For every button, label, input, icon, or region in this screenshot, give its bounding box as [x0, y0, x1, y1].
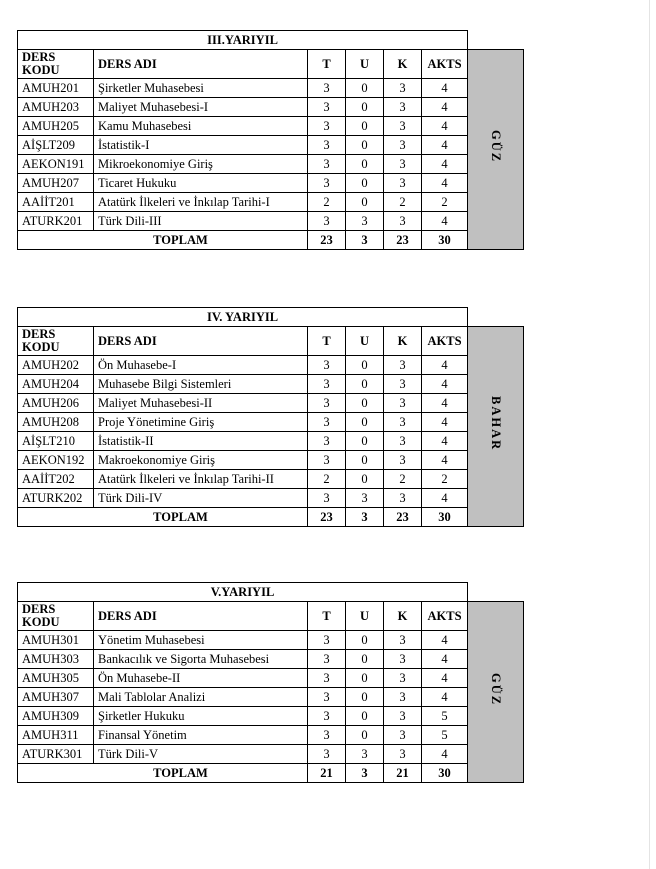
- course-akts: 2: [422, 193, 468, 212]
- semester-title: III.YARIYIL: [18, 31, 468, 50]
- course-row: [18, 669, 524, 688]
- course-code: ATURK201: [18, 212, 94, 231]
- course-k: 3: [384, 745, 422, 764]
- header-ders-kodu: [18, 327, 94, 356]
- course-u: 3: [346, 212, 384, 231]
- course-t: 3: [308, 688, 346, 707]
- course-k: 3: [384, 394, 422, 413]
- course-t: 3: [308, 432, 346, 451]
- course-code: AMUH207: [18, 174, 94, 193]
- header-kodu-line1: DERS: [22, 327, 56, 341]
- course-row: [18, 470, 524, 489]
- course-code: AMUH307: [18, 688, 94, 707]
- course-name: Türk Dili-III: [94, 212, 308, 231]
- header-k: K: [384, 602, 422, 631]
- course-akts: 4: [422, 745, 468, 764]
- total-u: 3: [346, 231, 384, 250]
- course-u: 0: [346, 451, 384, 470]
- course-u: 0: [346, 98, 384, 117]
- course-k: 3: [384, 707, 422, 726]
- total-u: 3: [346, 508, 384, 527]
- total-label: TOPLAM: [18, 508, 308, 527]
- course-code: AMUH305: [18, 669, 94, 688]
- course-code: AMUH301: [18, 631, 94, 650]
- course-code: AMUH309: [18, 707, 94, 726]
- course-name: Maliyet Muhasebesi-II: [94, 394, 308, 413]
- course-akts: 4: [422, 79, 468, 98]
- course-k: 3: [384, 98, 422, 117]
- course-name: Mali Tablolar Analizi: [94, 688, 308, 707]
- course-t: 3: [308, 155, 346, 174]
- course-k: 3: [384, 631, 422, 650]
- course-row: [18, 631, 524, 650]
- semester-table-4: [17, 307, 524, 527]
- course-row: [18, 745, 524, 764]
- course-row: [18, 136, 524, 155]
- course-u: 0: [346, 650, 384, 669]
- course-u: 0: [346, 356, 384, 375]
- header-ders-adi: DERS ADI: [94, 602, 308, 631]
- course-k: 3: [384, 688, 422, 707]
- course-akts: 4: [422, 489, 468, 508]
- course-row: [18, 174, 524, 193]
- course-name: Ön Muhasebe-I: [94, 356, 308, 375]
- course-t: 3: [308, 726, 346, 745]
- course-code: ATURK202: [18, 489, 94, 508]
- course-row: [18, 79, 524, 98]
- total-u: 3: [346, 764, 384, 783]
- course-akts: 4: [422, 394, 468, 413]
- total-k: 21: [384, 764, 422, 783]
- header-t: T: [308, 50, 346, 79]
- semester-title: IV. YARIYIL: [18, 308, 468, 327]
- course-u: 0: [346, 669, 384, 688]
- course-akts: 4: [422, 155, 468, 174]
- course-code: AİŞLT209: [18, 136, 94, 155]
- semester-table-5: [17, 582, 524, 783]
- course-akts: 4: [422, 631, 468, 650]
- course-t: 3: [308, 174, 346, 193]
- header-ders-kodu: [18, 602, 94, 631]
- total-label: TOPLAM: [18, 231, 308, 250]
- course-akts: 4: [422, 174, 468, 193]
- header-kodu-line2: KODU: [22, 63, 60, 77]
- course-akts: 4: [422, 117, 468, 136]
- course-row: [18, 688, 524, 707]
- header-ders-adi: DERS ADI: [94, 327, 308, 356]
- course-name: Kamu Muhasebesi: [94, 117, 308, 136]
- course-u: 0: [346, 631, 384, 650]
- course-u: 0: [346, 688, 384, 707]
- course-k: 3: [384, 489, 422, 508]
- course-name: Yönetim Muhasebesi: [94, 631, 308, 650]
- course-u: 0: [346, 136, 384, 155]
- course-name: Makroekonomiye Giriş: [94, 451, 308, 470]
- course-akts: 2: [422, 470, 468, 489]
- course-u: 0: [346, 193, 384, 212]
- course-t: 3: [308, 745, 346, 764]
- header-akts: AKTS: [422, 327, 468, 356]
- course-k: 2: [384, 470, 422, 489]
- course-t: 3: [308, 375, 346, 394]
- course-name: Maliyet Muhasebesi-I: [94, 98, 308, 117]
- header-kodu-line2: KODU: [22, 615, 60, 629]
- course-row: [18, 726, 524, 745]
- course-t: 3: [308, 451, 346, 470]
- total-row: [18, 764, 524, 783]
- course-name: Atatürk İlkeleri ve İnkılap Tarihi-I: [94, 193, 308, 212]
- season-label: BAHAR: [489, 396, 504, 452]
- course-u: 0: [346, 470, 384, 489]
- course-name: Atatürk İlkeleri ve İnkılap Tarihi-II: [94, 470, 308, 489]
- course-akts: 5: [422, 707, 468, 726]
- course-code: AAİİT202: [18, 470, 94, 489]
- total-t: 21: [308, 764, 346, 783]
- course-code: AİŞLT210: [18, 432, 94, 451]
- course-name: Proje Yönetimine Giriş: [94, 413, 308, 432]
- course-name: Şirketler Muhasebesi: [94, 79, 308, 98]
- course-row: [18, 212, 524, 231]
- course-row: [18, 117, 524, 136]
- course-u: 0: [346, 79, 384, 98]
- header-t: T: [308, 602, 346, 631]
- course-code: AMUH311: [18, 726, 94, 745]
- page-edge-rule: [649, 0, 650, 869]
- course-u: 0: [346, 375, 384, 394]
- header-k: K: [384, 327, 422, 356]
- header-kodu-line1: DERS: [22, 602, 56, 616]
- course-name: Mikroekonomiye Giriş: [94, 155, 308, 174]
- course-code: AMUH303: [18, 650, 94, 669]
- header-kodu-line1: DERS: [22, 50, 56, 64]
- course-name: Türk Dili-IV: [94, 489, 308, 508]
- course-code: AMUH205: [18, 117, 94, 136]
- course-code: AMUH208: [18, 413, 94, 432]
- course-t: 3: [308, 669, 346, 688]
- course-t: 3: [308, 212, 346, 231]
- course-akts: 4: [422, 356, 468, 375]
- course-k: 3: [384, 79, 422, 98]
- course-u: 3: [346, 489, 384, 508]
- course-code: ATURK301: [18, 745, 94, 764]
- column-header-row: [18, 602, 524, 631]
- course-row: [18, 155, 524, 174]
- course-akts: 4: [422, 136, 468, 155]
- course-akts: 4: [422, 98, 468, 117]
- course-code: AEKON192: [18, 451, 94, 470]
- header-t: T: [308, 327, 346, 356]
- course-k: 3: [384, 375, 422, 394]
- semester-table-3: [17, 30, 524, 250]
- semester-title: V.YARIYIL: [18, 583, 468, 602]
- course-k: 3: [384, 117, 422, 136]
- total-label: TOPLAM: [18, 764, 308, 783]
- course-code: AMUH203: [18, 98, 94, 117]
- course-name: Türk Dili-V: [94, 745, 308, 764]
- course-name: Ön Muhasebe-II: [94, 669, 308, 688]
- course-u: 0: [346, 413, 384, 432]
- course-u: 3: [346, 745, 384, 764]
- course-row: [18, 98, 524, 117]
- course-t: 3: [308, 489, 346, 508]
- course-k: 2: [384, 193, 422, 212]
- total-k: 23: [384, 231, 422, 250]
- course-t: 3: [308, 631, 346, 650]
- course-k: 3: [384, 669, 422, 688]
- header-akts: AKTS: [422, 602, 468, 631]
- course-k: 3: [384, 212, 422, 231]
- course-k: 3: [384, 726, 422, 745]
- course-k: 3: [384, 650, 422, 669]
- course-t: 3: [308, 356, 346, 375]
- total-akts: 30: [422, 508, 468, 527]
- season-cell: [468, 602, 524, 783]
- course-code: AEKON191: [18, 155, 94, 174]
- course-akts: 4: [422, 688, 468, 707]
- course-t: 3: [308, 117, 346, 136]
- course-t: 3: [308, 707, 346, 726]
- course-u: 0: [346, 707, 384, 726]
- course-row: [18, 707, 524, 726]
- course-row: [18, 356, 524, 375]
- course-t: 3: [308, 394, 346, 413]
- column-header-row: [18, 327, 524, 356]
- semester-title-row: [18, 31, 524, 50]
- course-t: 3: [308, 79, 346, 98]
- header-u: U: [346, 327, 384, 356]
- course-t: 3: [308, 98, 346, 117]
- header-u: U: [346, 50, 384, 79]
- course-k: 3: [384, 413, 422, 432]
- semester-title-row: [18, 583, 524, 602]
- course-akts: 4: [422, 650, 468, 669]
- course-t: 3: [308, 136, 346, 155]
- course-u: 0: [346, 432, 384, 451]
- season-label: GÜZ: [489, 672, 504, 707]
- course-row: [18, 650, 524, 669]
- header-k: K: [384, 50, 422, 79]
- course-akts: 4: [422, 413, 468, 432]
- course-name: Şirketler Hukuku: [94, 707, 308, 726]
- course-row: [18, 375, 524, 394]
- course-row: [18, 193, 524, 212]
- course-akts: 5: [422, 726, 468, 745]
- course-akts: 4: [422, 375, 468, 394]
- course-akts: 4: [422, 212, 468, 231]
- header-u: U: [346, 602, 384, 631]
- course-k: 3: [384, 155, 422, 174]
- season-cell: [468, 50, 524, 250]
- course-row: [18, 432, 524, 451]
- course-u: 0: [346, 726, 384, 745]
- course-name: Muhasebe Bilgi Sistemleri: [94, 375, 308, 394]
- total-akts: 30: [422, 764, 468, 783]
- total-row: [18, 508, 524, 527]
- course-name: Ticaret Hukuku: [94, 174, 308, 193]
- course-k: 3: [384, 432, 422, 451]
- course-u: 0: [346, 117, 384, 136]
- course-k: 3: [384, 174, 422, 193]
- course-k: 3: [384, 356, 422, 375]
- course-name: Finansal Yönetim: [94, 726, 308, 745]
- course-code: AMUH202: [18, 356, 94, 375]
- course-name: Bankacılık ve Sigorta Muhasebesi: [94, 650, 308, 669]
- total-row: [18, 231, 524, 250]
- course-t: 3: [308, 650, 346, 669]
- course-t: 2: [308, 470, 346, 489]
- course-akts: 4: [422, 669, 468, 688]
- course-row: [18, 394, 524, 413]
- course-t: 2: [308, 193, 346, 212]
- season-cell: [468, 327, 524, 527]
- course-row: [18, 489, 524, 508]
- course-code: AMUH206: [18, 394, 94, 413]
- total-k: 23: [384, 508, 422, 527]
- course-row: [18, 451, 524, 470]
- total-akts: 30: [422, 231, 468, 250]
- course-code: AMUH204: [18, 375, 94, 394]
- header-kodu-line2: KODU: [22, 340, 60, 354]
- total-t: 23: [308, 231, 346, 250]
- course-code: AAİİT201: [18, 193, 94, 212]
- course-u: 0: [346, 155, 384, 174]
- course-code: AMUH201: [18, 79, 94, 98]
- column-header-row: [18, 50, 524, 79]
- course-u: 0: [346, 174, 384, 193]
- course-row: [18, 413, 524, 432]
- total-t: 23: [308, 508, 346, 527]
- season-label: GÜZ: [489, 130, 504, 164]
- course-k: 3: [384, 136, 422, 155]
- course-u: 0: [346, 394, 384, 413]
- course-akts: 4: [422, 451, 468, 470]
- course-name: İstatistik-II: [94, 432, 308, 451]
- course-k: 3: [384, 451, 422, 470]
- header-ders-adi: DERS ADI: [94, 50, 308, 79]
- course-akts: 4: [422, 432, 468, 451]
- semester-title-row: [18, 308, 524, 327]
- course-name: İstatistik-I: [94, 136, 308, 155]
- header-ders-kodu: [18, 50, 94, 79]
- header-akts: AKTS: [422, 50, 468, 79]
- course-t: 3: [308, 413, 346, 432]
